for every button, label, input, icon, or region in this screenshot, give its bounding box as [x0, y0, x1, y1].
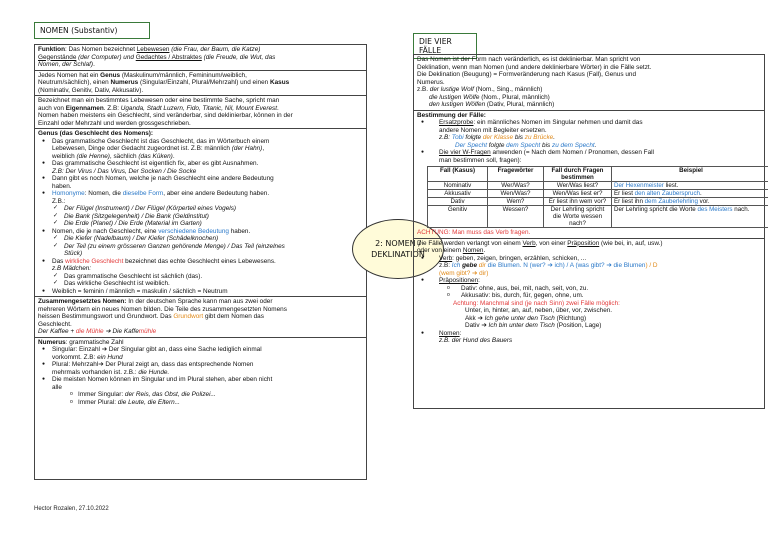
list-item-cont [417, 134, 761, 142]
text: (wem gibt? ➔ dir) [439, 269, 489, 277]
text: gibt dem Nomen das [203, 313, 264, 320]
lebewesen-term: Lebewesen [136, 46, 170, 53]
text: Der Singular gibt an, dass eine Sache lediglich einmal [107, 346, 262, 353]
column-header: Fall durch Fragen bestimmen [544, 167, 612, 182]
table-cell [612, 206, 768, 228]
left-title: NOMEN (Substantiv) [34, 22, 150, 39]
text: (Position, Lage) [554, 322, 602, 329]
prep-term: Präposition [567, 239, 600, 247]
table-cell: Wem? [488, 198, 544, 206]
text: Singular: Einzahl [52, 346, 102, 353]
text: Dativ [465, 322, 482, 329]
arrow-icon: ➔ [481, 322, 487, 329]
example: Z.B: Der Virus / Das Virus, Der Socken / Die Socke [52, 167, 197, 175]
right-title: DIE VIER FÄLLE [413, 33, 477, 59]
text: , von einer [535, 239, 568, 247]
funktion-label: Funktion [38, 46, 65, 53]
example: mühle [138, 328, 157, 335]
example: (das Küken) [138, 152, 173, 160]
text: Plural: Mehrzahl [52, 361, 99, 368]
text: nach. [732, 206, 750, 213]
highlight: wirkliche Geschlecht [65, 257, 124, 265]
example: Der Kaffee + [38, 328, 76, 335]
table-cell: Er liest ihn wem vor? [544, 198, 612, 206]
text: haben. [52, 182, 72, 190]
list-item [38, 160, 363, 168]
example: zu Brücke [524, 134, 554, 141]
homonyme-term: Homonyme [52, 190, 85, 197]
example: der Reis, das Obst, die Polizei... [124, 391, 216, 398]
text: (Nom., Sing., männlich) [473, 86, 543, 93]
example: Der Specht [455, 141, 487, 149]
genus-term: Genus [100, 71, 121, 79]
zusammen-term: Zusammengesetztes Nomen: [38, 298, 127, 305]
text: oder von einem [417, 247, 463, 254]
table-cell: Wen/Was? [488, 190, 544, 198]
sub-item [417, 292, 761, 300]
verb-term: Verb [439, 254, 453, 262]
text: z.B. [417, 86, 430, 93]
list-item-cont [38, 198, 363, 206]
example: Die Bank (Sitzgelegenheit) / Die Bank (Geldinstitut) [64, 212, 209, 220]
list-item [417, 277, 761, 285]
text: : [478, 277, 480, 284]
text: (Nom., Plural, männlich) [479, 93, 550, 101]
arrow-icon: ➔ [477, 314, 483, 322]
sub-item [38, 391, 363, 399]
example: (der Hahn) [231, 145, 263, 152]
text: : grammatische Zahl [65, 338, 124, 346]
example: folgte [463, 134, 483, 141]
check-item [38, 273, 363, 281]
text: Akkusativ: bis, durch, für, gegen, ohne, um. [461, 292, 584, 299]
example: die lustigen Wölfe [429, 93, 480, 101]
example: Ich bin unter dem Tisch [486, 322, 555, 329]
example: Der Teil (zu einem grösseren Ganzen gehörende Menge) / Das Teil (einzelnes [64, 242, 285, 250]
check-item [38, 213, 363, 221]
text: alle [52, 383, 62, 391]
check-item [38, 205, 363, 213]
text: Die meisten Nomen können im Singular und im Plural stehen, aber eben nicht [52, 376, 273, 383]
text: Dativ: ohne, aus, bei, mit, nach, seit, von, zu. [461, 284, 589, 292]
gegenstaende-term: Gegenstände [38, 53, 77, 61]
example: z.B: [439, 134, 452, 141]
example: Tobi [451, 134, 464, 141]
example: (der Computer) und [76, 53, 136, 61]
example: Die Kiefer (Nadelbaum) / Der Kiefer (Schädelknochen) [64, 235, 219, 242]
achtung-note: ACHTUNG: Man muss das Verb fragen. [417, 229, 531, 236]
example: bis [540, 141, 553, 149]
text: : geben, zeigen, bringen, erzählen, schicken, ... [452, 254, 587, 262]
text: z.B: [439, 262, 452, 269]
achtung-note: Achtung: Manchmal sind (je nach Sinn) zwei Fälle möglich: [453, 299, 620, 307]
genus-numerus-kasus-section [35, 71, 366, 97]
column-header: Fragewörter [488, 167, 544, 182]
check-item [38, 220, 363, 228]
text: die Blumen [613, 262, 646, 269]
list-item-cont [38, 354, 363, 362]
text: . Z.B: [103, 104, 121, 112]
list-item [417, 149, 761, 157]
text: : [459, 329, 462, 337]
text: anwenden (= Nach dem Nomen / Pronomen, dessen Fall [490, 149, 654, 156]
text: vorkommt. Z.B: [52, 353, 98, 361]
column-header: Beispiel [612, 167, 768, 182]
stamp-line: DEKLINATION [371, 250, 425, 259]
text: weiblich [52, 152, 77, 160]
table-cell: Wessen? [488, 206, 544, 228]
genus-section [35, 129, 366, 297]
table-header-row [428, 167, 768, 182]
list-item-cont [417, 270, 761, 278]
nomen-term: Nomen [439, 329, 460, 337]
text: Das grammatische Geschlecht ist sächlich (das). [64, 272, 203, 280]
example: bis [513, 134, 525, 141]
text: mehreren Wörtern ein neues Nomen bilden. Die Teile des zusammengesetzten Nomens [38, 305, 287, 313]
text: Die Fälle werden verlangt von einem [417, 239, 523, 247]
example: (die Freude, die Wut, das [201, 53, 276, 61]
list-item-cont [38, 168, 363, 176]
example: Ich [451, 262, 461, 269]
table-cell: Nominativ [428, 182, 488, 190]
example: gebe [460, 262, 479, 269]
text: Neutrum/sächlich), einen [38, 79, 111, 86]
list-item-cont [417, 142, 761, 150]
funktion-section [35, 45, 366, 71]
table-cell: Wer/Was? [488, 182, 544, 190]
text: (Richtung) [554, 314, 587, 322]
example: z.B Mädchen: [52, 265, 92, 272]
example: (die Frau, der Baum, die Katze) [169, 46, 261, 53]
text: Er liest [614, 190, 635, 197]
bestimmung-section [414, 111, 764, 239]
list-item-cont [38, 384, 363, 392]
list-item-cont [38, 183, 363, 191]
check-item [38, 235, 363, 243]
example: der lustige Wolf [429, 86, 474, 93]
list-item-cont [38, 153, 363, 161]
example: z.B. der Hund des Bauers [439, 337, 513, 344]
example: die Hunde. [138, 368, 170, 376]
text: bezeichnet das echte Geschlecht eines Lebewesens. [123, 257, 276, 265]
list-item [38, 361, 363, 369]
text: (wie bei, in, auf, usw.) [599, 239, 663, 247]
example: dem Specht [506, 141, 541, 149]
w-fragen-term: Die vier W-Fragen [439, 149, 491, 156]
list-item-cont [417, 157, 761, 165]
example: den lustigen Wölfen [429, 101, 486, 108]
sub-item [38, 399, 363, 407]
text: . [277, 104, 279, 112]
text: , aber eine andere Bedeutung haben. [163, 190, 270, 197]
text: haben. [228, 227, 251, 235]
list-item [38, 138, 363, 146]
table-cell: Akkusativ [428, 190, 488, 198]
table-row [428, 190, 768, 198]
check-item-cont [38, 250, 363, 258]
text: (Dativ, Plural, männlich) [485, 101, 555, 108]
text: die Blumen. N (wer? ➔ [485, 262, 555, 269]
text: . [93, 61, 95, 68]
text: Numerus. [417, 78, 445, 86]
table-row [428, 198, 768, 206]
highlight: dem Zauberlehrling [644, 198, 698, 205]
kasus-term: Kasus [269, 79, 290, 86]
example: die Leute, die Eltern... [117, 398, 180, 406]
list-item [417, 330, 761, 338]
example-line [417, 322, 761, 330]
arrow-icon: ➔ [101, 346, 108, 353]
list-item [38, 346, 363, 354]
text: : Das Nomen bezeichnet [64, 46, 137, 53]
column-header: Fall (Kasus) [428, 167, 488, 182]
text: Das grammatische Geschlecht ist eigentlich fix, aber es gibt Ausnahmen. [52, 160, 259, 167]
list-item [38, 258, 363, 266]
example: Stück) [64, 250, 83, 257]
example: . [553, 134, 555, 141]
table-cell: Der Lehrling spricht die Worte wessen nach? [544, 206, 612, 228]
list-item [38, 288, 363, 296]
text: Das grammatische Geschlecht ist das Geschlecht, das im Wörterbuch einem [52, 137, 270, 145]
text: . [172, 152, 175, 160]
text: auch von [38, 104, 66, 112]
example: Nomen, der Schlaf) [38, 61, 94, 68]
bestimmung-title: Bestimmung der Fälle: [417, 111, 486, 119]
text: Z.B.: [52, 197, 66, 205]
table-cell [612, 190, 768, 198]
text: mehrmals vorhanden ist. z.B.: [52, 368, 139, 376]
text: Dann gibt es noch Nomen, welche je nach Geschlecht eine andere Bedeutung [52, 175, 274, 182]
sub-item [417, 285, 761, 293]
stamp-line: 2: NOMEN / [375, 239, 421, 248]
text: , [262, 145, 265, 152]
text: Bezeichnet man ein bestimmtes Lebewesen oder eine bestimmte Sache, spricht man [38, 97, 280, 104]
highlight: des Meisters [697, 206, 733, 213]
ersatzprobe-term: Ersatzprobe [439, 119, 474, 126]
table-cell [612, 182, 768, 190]
example: dir [478, 262, 486, 269]
example: (die Henne) [76, 152, 110, 160]
text: Der Plural zeigt an, dass das entsprechende Nomen [103, 361, 254, 368]
text: liest. [663, 182, 679, 189]
table-cell: Wen/Was liest er? [544, 190, 612, 198]
table-cell: Dativ [428, 198, 488, 206]
check-item [38, 280, 363, 288]
text: , sächlich [109, 152, 139, 160]
text: Jedes Nomen hat ein [38, 71, 101, 79]
numerus-term: Numerus [110, 79, 139, 86]
text: Akk [465, 314, 478, 322]
zusammengesetztes-section [35, 297, 366, 338]
example: Die Erde (Planet) / Die Erde (Material im Garten) [64, 220, 202, 227]
text: andere Nomen mit Begleiter ersetzen. [439, 126, 547, 134]
text: Immer Plural: [78, 398, 118, 406]
text: Lebewesen, Dinge oder Gedacht zugeordnet ist. Z.B: männlich [52, 145, 232, 152]
table-row [428, 206, 768, 228]
verb-prep-section [414, 239, 764, 346]
prep-term: Präpositionen [439, 277, 479, 284]
example-line [417, 315, 761, 323]
table-cell: Wer/Was liest? [544, 182, 612, 190]
text: ich [554, 262, 563, 269]
text: Weiblich = feminin / männlich = maskulin / sächlich = Neutrum [52, 287, 228, 295]
text: (Singular/Einzahl, Plural/Mehrzahl) und einen [138, 79, 270, 86]
text: heissen Bestimmungswort und Grundwort. Das [38, 313, 174, 320]
text: (Maskulinum/männlich, Femininum/weiblich, [120, 71, 247, 79]
example: zu dem Specht [552, 141, 595, 149]
text: ) / A (was gibt? ➔ [562, 262, 614, 269]
list-item [38, 376, 363, 384]
text: ) / D [645, 262, 658, 269]
highlight: Grundwort [173, 313, 204, 320]
text: Das Nomen ist der Form nach veränderlich, es ist deklinierbar. Man spricht von [417, 56, 641, 63]
text: Nomen, die je nach Geschlecht, eine [52, 227, 159, 235]
example: folgte [486, 141, 507, 149]
table-cell [612, 198, 768, 206]
example: Uganda, Stadt Luzern, Fido, Titanic, Nil, Mount Everest [120, 104, 277, 112]
list-item-cont [38, 369, 363, 377]
list-item [38, 228, 363, 236]
footer-author: Hector Rozalen, 27.10.2022 [34, 506, 109, 512]
highlight: dieselbe Form [122, 190, 164, 197]
example: ein Hund [97, 353, 123, 361]
numerus-section [35, 338, 366, 408]
list-item [417, 255, 761, 263]
text: Unter, in, hinter, an, auf, neben, über, vor, zwischen. [465, 307, 613, 314]
text: vor. [697, 198, 710, 205]
highlight: verschiedene Bedeutung [158, 227, 229, 235]
list-item-cont [38, 145, 363, 153]
list-item-cont [38, 265, 363, 273]
highlight: den alten Zauberspruch [634, 190, 700, 197]
text: . [483, 247, 486, 254]
cases-table [427, 166, 768, 228]
text: Das [52, 257, 66, 265]
highlight: Der Hexenmeister [614, 182, 664, 189]
text: Einzahl oder Mehrzahl und werden grossgeschrieben. [38, 119, 191, 127]
text: Die Deklination (Beugung) = Formveränderung nach Kasus (Fall), Genus und [417, 71, 636, 78]
text: : Nomen, die [84, 190, 123, 197]
text: In der deutschen Sprache kann man aus zwei oder [126, 298, 273, 305]
example: Ich gehe unter den Tisch [482, 314, 555, 322]
nomen-term: Nomen [462, 247, 484, 254]
text: . [700, 190, 702, 197]
text: man bestimmen soll, fragen): [439, 156, 522, 164]
list-item [38, 175, 363, 183]
text: Das wirkliche Geschlecht ist weiblich. [64, 280, 170, 287]
table-cell: Genitiv [428, 206, 488, 228]
numerus-label: Numerus [38, 338, 66, 346]
example: der Klasse [482, 134, 514, 141]
text: : ein männliches Nomen im Singular nehmen und damit das [473, 119, 643, 126]
table-row [428, 182, 768, 190]
list-item-cont [417, 337, 761, 345]
example: die Mühle [75, 328, 104, 335]
arrow-icon: ➔ [98, 361, 104, 368]
text: Deklination, wenn man Nomen (und andere deklinierbare Wörter) in die Fälle setzt. [417, 63, 652, 71]
gedachtes-term: Gedachtes / Abstraktes [135, 53, 202, 61]
verb-term: Verb [522, 239, 536, 247]
eigennamen-section [35, 96, 366, 129]
left-column [34, 44, 367, 480]
text: Der Lehrling spricht die Worte [614, 206, 698, 213]
list-item [38, 190, 363, 198]
text: Geschlecht. [38, 320, 72, 328]
text: (Nominativ, Genitiv, Dativ, Akkusativ). [38, 86, 144, 94]
eigennamen-term: Eigennamen [65, 104, 104, 112]
text: Er liest ihn [614, 198, 645, 205]
text: Nomen haben meistens ein Geschlecht, sind veränderbar, sind deklinierbar, können in der [38, 112, 293, 119]
intro-section [414, 55, 764, 111]
example: Der Flügel (Instrument) / Der Flügel (Körperteil eines Vogels) [64, 205, 237, 212]
example: ➔ Die Kaffe [103, 328, 139, 335]
example: . [594, 141, 597, 149]
list-item [417, 119, 761, 127]
text: Immer Singular: [78, 391, 125, 398]
check-item [38, 243, 363, 251]
list-item-cont [417, 127, 761, 135]
genus-section-title: Genus (das Geschlecht des Nomens): [38, 130, 154, 137]
list-item-cont [417, 262, 761, 270]
right-column [413, 54, 765, 409]
